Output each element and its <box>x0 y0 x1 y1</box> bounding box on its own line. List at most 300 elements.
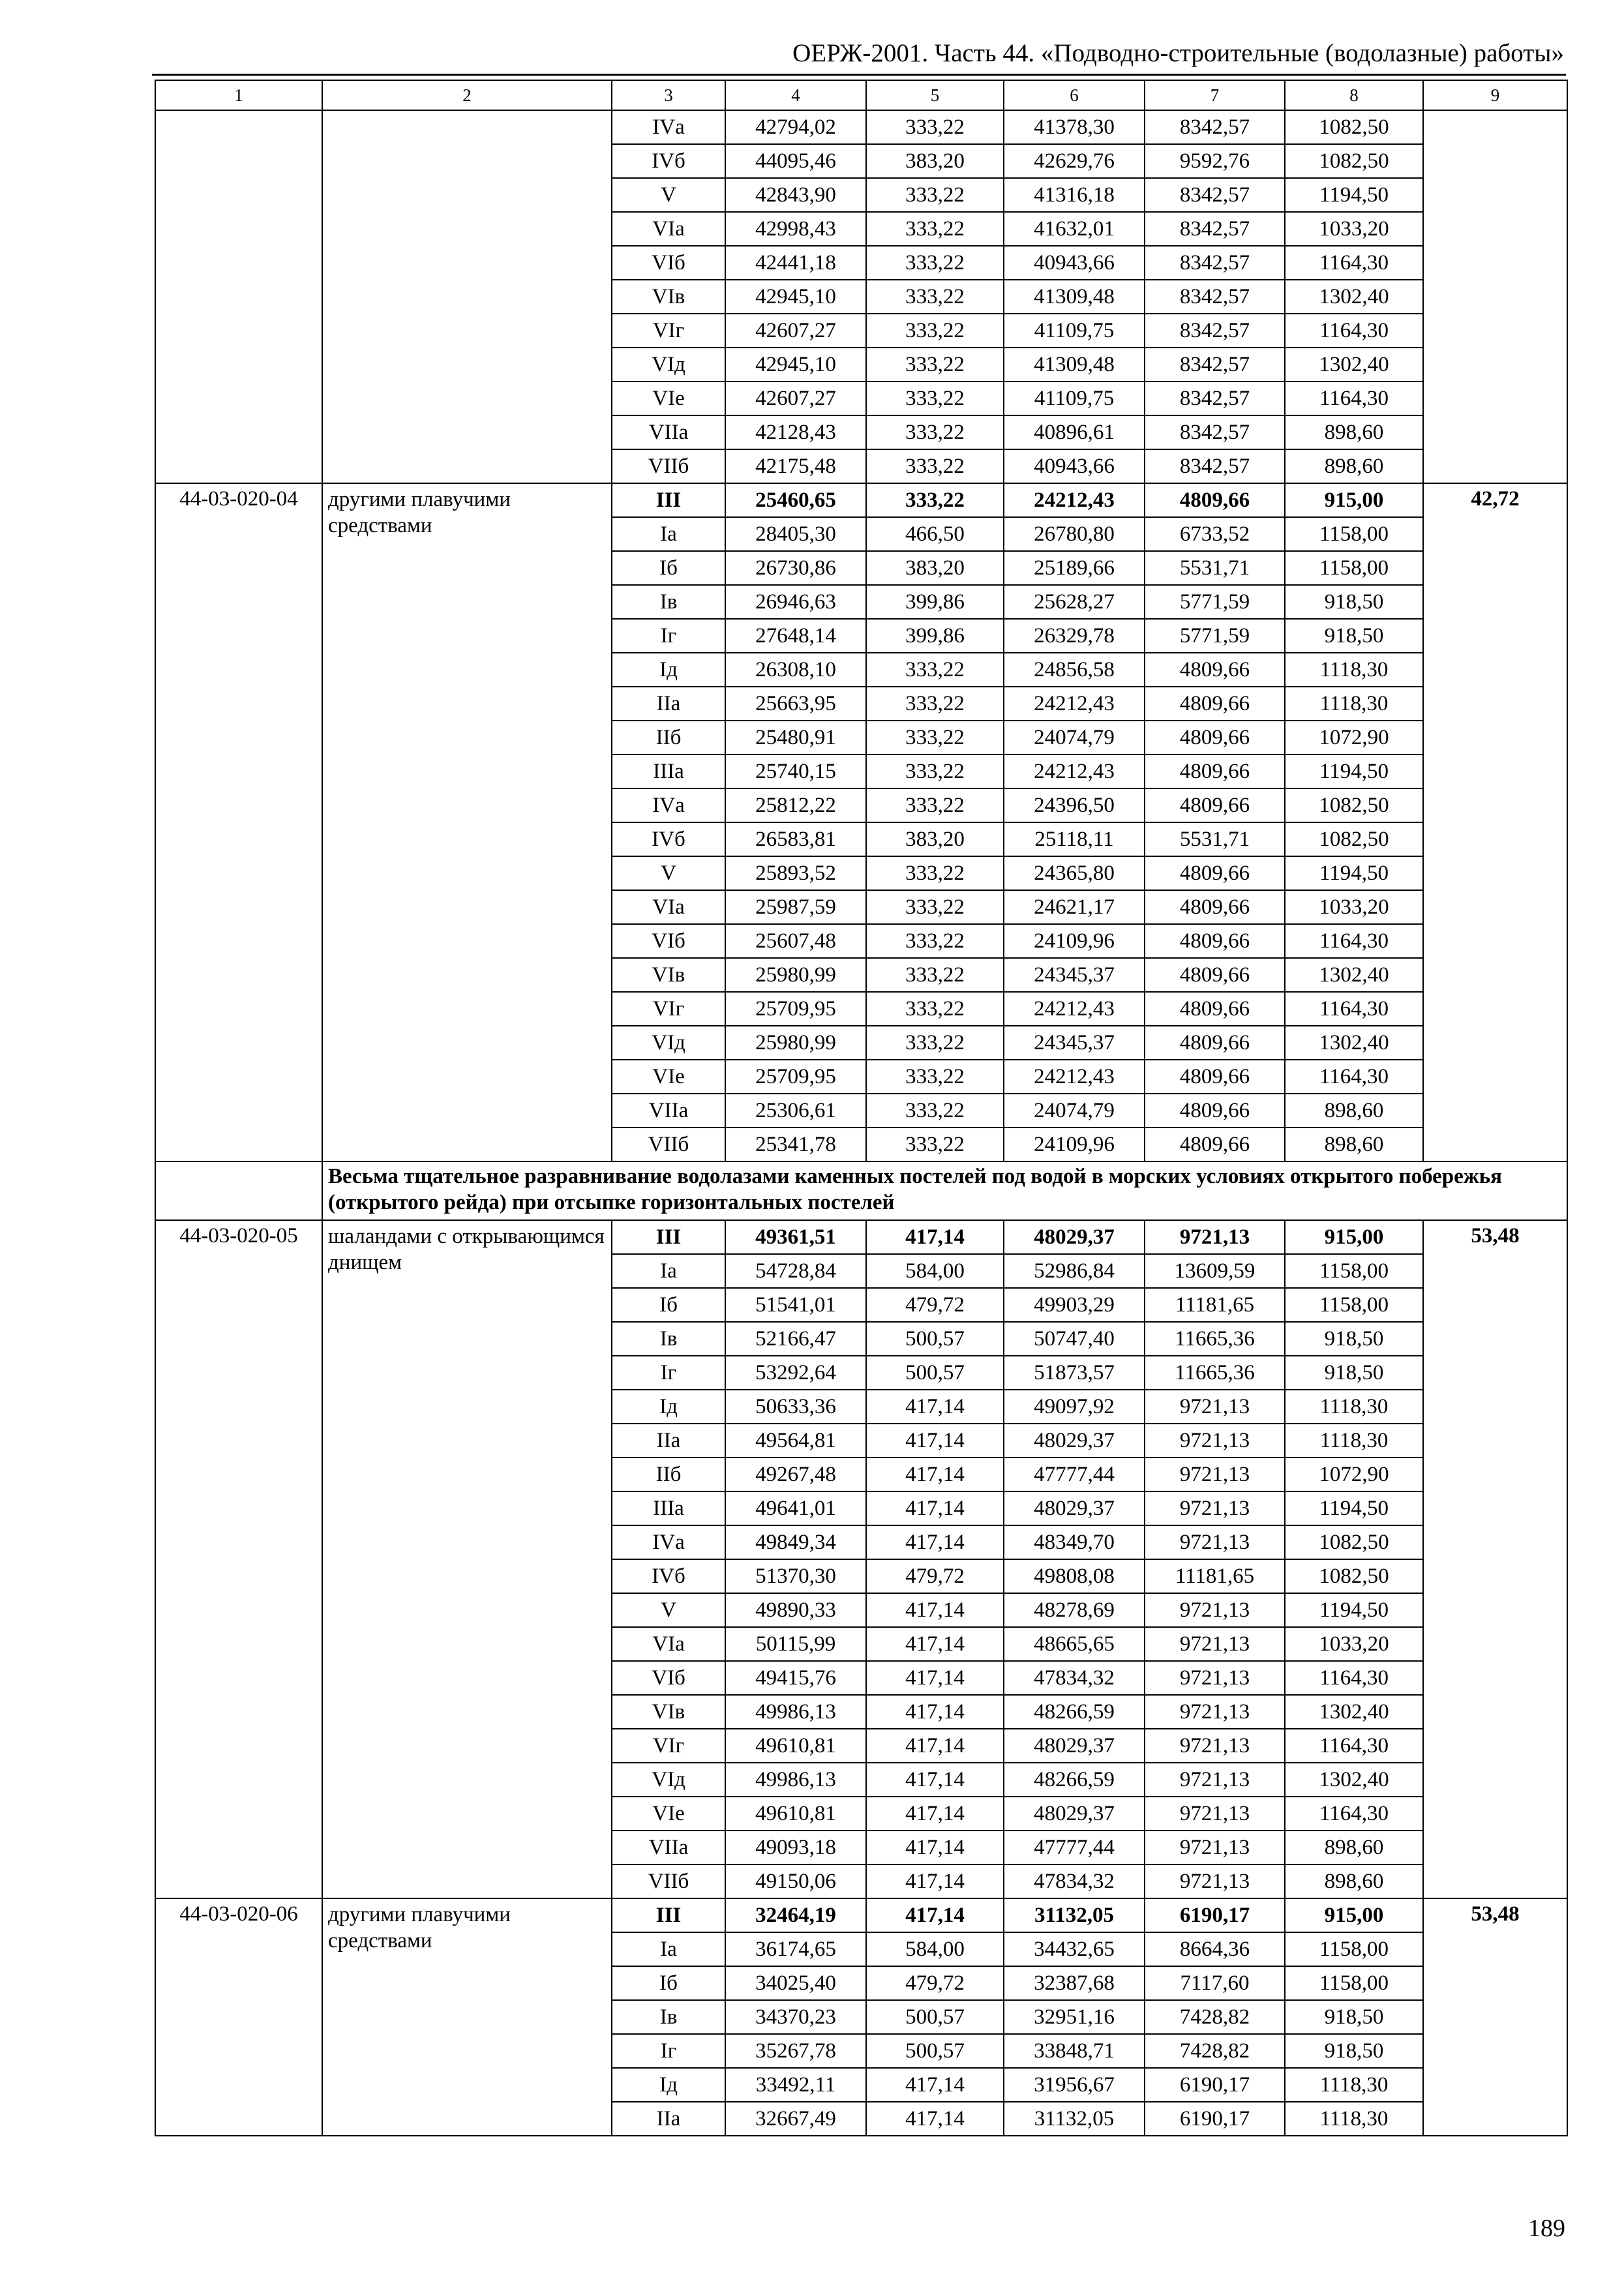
value-cell: 333,22 <box>866 958 1004 992</box>
value-cell: 9721,13 <box>1145 1831 1285 1864</box>
section-heading-row <box>155 1161 1567 1220</box>
value-cell: 383,20 <box>866 144 1004 178</box>
value-cell: 1164,30 <box>1285 1060 1423 1094</box>
value-cell: 9721,13 <box>1145 1525 1285 1559</box>
value-cell: 51370,30 <box>725 1559 866 1593</box>
value-cell: 51541,01 <box>725 1288 866 1322</box>
zone-cell: IIб <box>612 1458 725 1491</box>
zone-cell: VIб <box>612 1661 725 1695</box>
zone-cell: VIд <box>612 1026 725 1060</box>
column-number: 3 <box>612 80 725 110</box>
value-cell: 333,22 <box>866 483 1004 517</box>
value-cell: 417,14 <box>866 1220 1004 1254</box>
value-cell: 1302,40 <box>1285 958 1423 992</box>
labor-coefficient: 53,48 <box>1423 1898 1567 2136</box>
value-cell: 584,00 <box>866 1932 1004 1966</box>
work-description: шаландами с открывающимся днищем <box>322 1220 612 1898</box>
value-cell: 8342,57 <box>1145 449 1285 483</box>
value-cell: 42945,10 <box>725 280 866 314</box>
column-number: 6 <box>1004 80 1145 110</box>
value-cell: 915,00 <box>1285 1220 1423 1254</box>
value-cell: 7428,82 <box>1145 2034 1285 2068</box>
zone-cell: Iа <box>612 517 725 551</box>
value-cell: 915,00 <box>1285 1898 1423 1932</box>
value-cell: 32667,49 <box>725 2102 866 2136</box>
value-cell: 333,22 <box>866 687 1004 721</box>
value-cell: 1082,50 <box>1285 788 1423 822</box>
value-cell: 49903,29 <box>1004 1288 1145 1322</box>
zone-cell: Iд <box>612 1390 725 1424</box>
value-cell: 33492,11 <box>725 2068 866 2102</box>
value-cell: 25341,78 <box>725 1128 866 1161</box>
value-cell: 35267,78 <box>725 2034 866 2068</box>
value-cell: 40943,66 <box>1004 246 1145 280</box>
value-cell: 49093,18 <box>725 1831 866 1864</box>
value-cell: 51873,57 <box>1004 1356 1145 1390</box>
value-cell: 53292,64 <box>725 1356 866 1390</box>
zone-cell: VIг <box>612 314 725 348</box>
work-description: другими плавучими средствами <box>322 483 612 1161</box>
value-cell: 24856,58 <box>1004 653 1145 687</box>
value-cell: 333,22 <box>866 280 1004 314</box>
value-cell: 918,50 <box>1285 1356 1423 1390</box>
value-cell: 49808,08 <box>1004 1559 1145 1593</box>
value-cell: 1164,30 <box>1285 992 1423 1026</box>
value-cell: 41378,30 <box>1004 110 1145 144</box>
zone-cell: Iа <box>612 1254 725 1288</box>
value-cell: 25480,91 <box>725 721 866 755</box>
value-cell: 25709,95 <box>725 992 866 1026</box>
zone-cell: V <box>612 856 725 890</box>
zone-cell: VIе <box>612 1797 725 1831</box>
work-description: другими плавучими средствами <box>322 1898 612 2136</box>
value-cell: 1194,50 <box>1285 1491 1423 1525</box>
labor-coefficient: 53,48 <box>1423 1220 1567 1898</box>
value-cell: 49267,48 <box>725 1458 866 1491</box>
zone-cell: IIа <box>612 2102 725 2136</box>
value-cell: 49890,33 <box>725 1593 866 1627</box>
zone-cell: IVа <box>612 788 725 822</box>
value-cell: 49641,01 <box>725 1491 866 1525</box>
value-cell: 41309,48 <box>1004 348 1145 382</box>
zone-cell: Iв <box>612 2000 725 2034</box>
value-cell: 42441,18 <box>725 246 866 280</box>
value-cell: 333,22 <box>866 721 1004 755</box>
value-cell: 49097,92 <box>1004 1390 1145 1424</box>
zone-cell: V <box>612 1593 725 1627</box>
value-cell: 333,22 <box>866 890 1004 924</box>
value-cell: 584,00 <box>866 1254 1004 1288</box>
value-cell: 1082,50 <box>1285 144 1423 178</box>
value-cell: 898,60 <box>1285 1128 1423 1161</box>
value-cell: 41109,75 <box>1004 314 1145 348</box>
value-cell: 1118,30 <box>1285 687 1423 721</box>
zone-cell: VIв <box>612 280 725 314</box>
value-cell: 1158,00 <box>1285 1966 1423 2000</box>
value-cell: 333,22 <box>866 382 1004 415</box>
zone-cell: VIб <box>612 924 725 958</box>
value-cell: 24212,43 <box>1004 992 1145 1026</box>
value-cell: 31132,05 <box>1004 1898 1145 1932</box>
value-cell: 918,50 <box>1285 2034 1423 2068</box>
column-number: 1 <box>155 80 322 110</box>
value-cell: 1158,00 <box>1285 517 1423 551</box>
value-cell: 9721,13 <box>1145 1593 1285 1627</box>
value-cell: 49986,13 <box>725 1763 866 1797</box>
zone-cell: VIIа <box>612 415 725 449</box>
value-cell: 898,60 <box>1285 1864 1423 1898</box>
value-cell: 41109,75 <box>1004 382 1145 415</box>
value-cell: 36174,65 <box>725 1932 866 1966</box>
value-cell: 417,14 <box>866 1390 1004 1424</box>
section-spacer <box>155 1161 322 1220</box>
value-cell: 6190,17 <box>1145 2102 1285 2136</box>
value-cell: 11665,36 <box>1145 1356 1285 1390</box>
value-cell: 417,14 <box>866 1831 1004 1864</box>
value-cell: 25663,95 <box>725 687 866 721</box>
zone-cell: V <box>612 178 725 212</box>
value-cell: 32387,68 <box>1004 1966 1145 2000</box>
value-cell: 25812,22 <box>725 788 866 822</box>
value-cell: 417,14 <box>866 1458 1004 1491</box>
table-row <box>155 110 1567 144</box>
value-cell: 48029,37 <box>1004 1491 1145 1525</box>
zone-cell: Iв <box>612 1322 725 1356</box>
value-cell: 42998,43 <box>725 212 866 246</box>
value-cell: 48029,37 <box>1004 1220 1145 1254</box>
zone-cell: VIд <box>612 348 725 382</box>
value-cell: 333,22 <box>866 755 1004 788</box>
zone-cell: VIг <box>612 1729 725 1763</box>
zone-cell: IIIа <box>612 1491 725 1525</box>
value-cell: 4809,66 <box>1145 687 1285 721</box>
value-cell: 25118,11 <box>1004 822 1145 856</box>
value-cell: 8342,57 <box>1145 348 1285 382</box>
value-cell: 1082,50 <box>1285 110 1423 144</box>
value-cell: 1082,50 <box>1285 1559 1423 1593</box>
value-cell: 333,22 <box>866 1128 1004 1161</box>
value-cell: 8342,57 <box>1145 246 1285 280</box>
value-cell: 42175,48 <box>725 449 866 483</box>
value-cell: 333,22 <box>866 415 1004 449</box>
value-cell: 26780,80 <box>1004 517 1145 551</box>
value-cell: 8342,57 <box>1145 110 1285 144</box>
value-cell: 32951,16 <box>1004 2000 1145 2034</box>
value-cell: 24074,79 <box>1004 1094 1145 1128</box>
value-cell: 417,14 <box>866 1864 1004 1898</box>
value-cell: 1164,30 <box>1285 246 1423 280</box>
value-cell: 333,22 <box>866 653 1004 687</box>
value-cell: 417,14 <box>866 1695 1004 1729</box>
value-cell: 24365,80 <box>1004 856 1145 890</box>
value-cell: 26946,63 <box>725 585 866 619</box>
zone-cell: III <box>612 483 725 517</box>
value-cell: 417,14 <box>866 1763 1004 1797</box>
value-cell: 8342,57 <box>1145 280 1285 314</box>
zone-cell: VIа <box>612 212 725 246</box>
value-cell: 333,22 <box>866 992 1004 1026</box>
value-cell: 333,22 <box>866 1060 1004 1094</box>
value-cell: 42607,27 <box>725 314 866 348</box>
value-cell: 24396,50 <box>1004 788 1145 822</box>
rate-code: 44-03-020-06 <box>155 1898 322 2136</box>
value-cell: 1164,30 <box>1285 314 1423 348</box>
value-cell: 417,14 <box>866 2102 1004 2136</box>
value-cell: 4809,66 <box>1145 1094 1285 1128</box>
value-cell: 5531,71 <box>1145 551 1285 585</box>
value-cell: 34370,23 <box>725 2000 866 2034</box>
value-cell: 1118,30 <box>1285 2068 1423 2102</box>
value-cell: 1164,30 <box>1285 924 1423 958</box>
value-cell: 1194,50 <box>1285 1593 1423 1627</box>
zone-cell: IVб <box>612 144 725 178</box>
column-number: 9 <box>1423 80 1567 110</box>
column-number: 5 <box>866 80 1004 110</box>
value-cell: 4809,66 <box>1145 992 1285 1026</box>
value-cell: 42607,27 <box>725 382 866 415</box>
value-cell: 1164,30 <box>1285 382 1423 415</box>
value-cell: 9721,13 <box>1145 1424 1285 1458</box>
value-cell: 1118,30 <box>1285 653 1423 687</box>
zone-cell: VIе <box>612 1060 725 1094</box>
value-cell: 26730,86 <box>725 551 866 585</box>
value-cell: 42794,02 <box>725 110 866 144</box>
value-cell: 5771,59 <box>1145 585 1285 619</box>
value-cell: 25607,48 <box>725 924 866 958</box>
value-cell: 383,20 <box>866 822 1004 856</box>
value-cell: 1302,40 <box>1285 1026 1423 1060</box>
value-cell: 4809,66 <box>1145 1060 1285 1094</box>
value-cell: 333,22 <box>866 924 1004 958</box>
value-cell: 49415,76 <box>725 1661 866 1695</box>
value-cell: 9721,13 <box>1145 1729 1285 1763</box>
value-cell: 9721,13 <box>1145 1220 1285 1254</box>
value-cell: 8342,57 <box>1145 178 1285 212</box>
value-cell: 25709,95 <box>725 1060 866 1094</box>
rate-code <box>155 110 322 483</box>
value-cell: 25980,99 <box>725 1026 866 1060</box>
value-cell: 417,14 <box>866 2068 1004 2102</box>
zone-cell: VIIб <box>612 1128 725 1161</box>
labor-coefficient <box>1423 110 1567 483</box>
value-cell: 1164,30 <box>1285 1797 1423 1831</box>
value-cell: 1118,30 <box>1285 1424 1423 1458</box>
value-cell: 9721,13 <box>1145 1763 1285 1797</box>
value-cell: 417,14 <box>866 1898 1004 1932</box>
value-cell: 4809,66 <box>1145 1026 1285 1060</box>
value-cell: 47834,32 <box>1004 1661 1145 1695</box>
zone-cell: IIIа <box>612 755 725 788</box>
value-cell: 48349,70 <box>1004 1525 1145 1559</box>
value-cell: 466,50 <box>866 517 1004 551</box>
value-cell: 9721,13 <box>1145 1491 1285 1525</box>
table-row <box>155 1220 1567 1254</box>
value-cell: 49564,81 <box>725 1424 866 1458</box>
value-cell: 1194,50 <box>1285 755 1423 788</box>
zone-cell: Iб <box>612 551 725 585</box>
value-cell: 24621,17 <box>1004 890 1145 924</box>
value-cell: 47834,32 <box>1004 1864 1145 1898</box>
value-cell: 9721,13 <box>1145 1661 1285 1695</box>
value-cell: 333,22 <box>866 246 1004 280</box>
value-cell: 34025,40 <box>725 1966 866 2000</box>
value-cell: 8342,57 <box>1145 212 1285 246</box>
zone-cell: VIд <box>612 1763 725 1797</box>
value-cell: 399,86 <box>866 585 1004 619</box>
table-row <box>155 483 1567 517</box>
value-cell: 7117,60 <box>1145 1966 1285 2000</box>
value-cell: 333,22 <box>866 314 1004 348</box>
value-cell: 25460,65 <box>725 483 866 517</box>
zone-cell: IVа <box>612 110 725 144</box>
value-cell: 417,14 <box>866 1661 1004 1695</box>
value-cell: 4809,66 <box>1145 924 1285 958</box>
zone-cell: VIг <box>612 992 725 1026</box>
value-cell: 333,22 <box>866 178 1004 212</box>
value-cell: 9721,13 <box>1145 1458 1285 1491</box>
value-cell: 48266,59 <box>1004 1763 1145 1797</box>
value-cell: 54728,84 <box>725 1254 866 1288</box>
value-cell: 24074,79 <box>1004 721 1145 755</box>
value-cell: 47777,44 <box>1004 1458 1145 1491</box>
value-cell: 4809,66 <box>1145 483 1285 517</box>
value-cell: 5531,71 <box>1145 822 1285 856</box>
value-cell: 417,14 <box>866 1729 1004 1763</box>
value-cell: 40943,66 <box>1004 449 1145 483</box>
table-row <box>155 1898 1567 1932</box>
value-cell: 40896,61 <box>1004 415 1145 449</box>
value-cell: 24212,43 <box>1004 1060 1145 1094</box>
value-cell: 1033,20 <box>1285 212 1423 246</box>
value-cell: 13609,59 <box>1145 1254 1285 1288</box>
value-cell: 898,60 <box>1285 449 1423 483</box>
value-cell: 918,50 <box>1285 2000 1423 2034</box>
value-cell: 399,86 <box>866 619 1004 653</box>
value-cell: 4809,66 <box>1145 721 1285 755</box>
value-cell: 1194,50 <box>1285 856 1423 890</box>
value-cell: 48029,37 <box>1004 1729 1145 1763</box>
value-cell: 24212,43 <box>1004 483 1145 517</box>
value-cell: 11181,65 <box>1145 1288 1285 1322</box>
value-cell: 24109,96 <box>1004 1128 1145 1161</box>
value-cell: 1164,30 <box>1285 1661 1423 1695</box>
value-cell: 4809,66 <box>1145 958 1285 992</box>
value-cell: 50115,99 <box>725 1627 866 1661</box>
zone-cell: Iг <box>612 1356 725 1390</box>
value-cell: 417,14 <box>866 1627 1004 1661</box>
value-cell: 417,14 <box>866 1424 1004 1458</box>
value-cell: 48029,37 <box>1004 1424 1145 1458</box>
value-cell: 1158,00 <box>1285 1932 1423 1966</box>
value-cell: 1194,50 <box>1285 178 1423 212</box>
value-cell: 33848,71 <box>1004 2034 1145 2068</box>
value-cell: 24212,43 <box>1004 755 1145 788</box>
zone-cell: IVб <box>612 1559 725 1593</box>
value-cell: 898,60 <box>1285 1094 1423 1128</box>
section-heading: Весьма тщательное разравнивание водолазами каменных постелей под водой в морских условиях открытого побережья (открытого рейда) при отсыпке горизонтальных постелей <box>322 1161 1567 1220</box>
value-cell: 1033,20 <box>1285 1627 1423 1661</box>
rate-code: 44-03-020-05 <box>155 1220 322 1898</box>
value-cell: 4809,66 <box>1145 856 1285 890</box>
zone-cell: III <box>612 1220 725 1254</box>
value-cell: 42843,90 <box>725 178 866 212</box>
value-cell: 9592,76 <box>1145 144 1285 178</box>
value-cell: 1302,40 <box>1285 1695 1423 1729</box>
value-cell: 34432,65 <box>1004 1932 1145 1966</box>
zone-cell: VIIб <box>612 449 725 483</box>
value-cell: 11181,65 <box>1145 1559 1285 1593</box>
value-cell: 26583,81 <box>725 822 866 856</box>
value-cell: 24345,37 <box>1004 1026 1145 1060</box>
value-cell: 11665,36 <box>1145 1322 1285 1356</box>
value-cell: 500,57 <box>866 2000 1004 2034</box>
value-cell: 41632,01 <box>1004 212 1145 246</box>
value-cell: 8342,57 <box>1145 382 1285 415</box>
value-cell: 1302,40 <box>1285 280 1423 314</box>
value-cell: 1082,50 <box>1285 822 1423 856</box>
zone-cell: VIе <box>612 382 725 415</box>
value-cell: 333,22 <box>866 788 1004 822</box>
zone-cell: IVа <box>612 1525 725 1559</box>
value-cell: 25306,61 <box>725 1094 866 1128</box>
value-cell: 1158,00 <box>1285 551 1423 585</box>
value-cell: 6190,17 <box>1145 1898 1285 1932</box>
value-cell: 9721,13 <box>1145 1627 1285 1661</box>
value-cell: 31132,05 <box>1004 2102 1145 2136</box>
value-cell: 49150,06 <box>725 1864 866 1898</box>
value-cell: 32464,19 <box>725 1898 866 1932</box>
value-cell: 26308,10 <box>725 653 866 687</box>
value-cell: 25189,66 <box>1004 551 1145 585</box>
value-cell: 49610,81 <box>725 1797 866 1831</box>
zone-cell: VIб <box>612 246 725 280</box>
value-cell: 915,00 <box>1285 483 1423 517</box>
zone-cell: Iг <box>612 619 725 653</box>
zone-cell: IIа <box>612 1424 725 1458</box>
zone-cell: Iа <box>612 1932 725 1966</box>
zone-cell: IVб <box>612 822 725 856</box>
value-cell: 500,57 <box>866 1356 1004 1390</box>
value-cell: 41309,48 <box>1004 280 1145 314</box>
value-cell: 479,72 <box>866 1966 1004 2000</box>
value-cell: 6190,17 <box>1145 2068 1285 2102</box>
zone-cell: Iд <box>612 653 725 687</box>
value-cell: 48266,59 <box>1004 1695 1145 1729</box>
value-cell: 8342,57 <box>1145 415 1285 449</box>
value-cell: 42629,76 <box>1004 144 1145 178</box>
value-cell: 7428,82 <box>1145 2000 1285 2034</box>
value-cell: 48278,69 <box>1004 1593 1145 1627</box>
value-cell: 42128,43 <box>725 415 866 449</box>
value-cell: 1302,40 <box>1285 348 1423 382</box>
value-cell: 4809,66 <box>1145 653 1285 687</box>
value-cell: 500,57 <box>866 2034 1004 2068</box>
value-cell: 417,14 <box>866 1525 1004 1559</box>
value-cell: 48665,65 <box>1004 1627 1145 1661</box>
value-cell: 50747,40 <box>1004 1322 1145 1356</box>
value-cell: 5771,59 <box>1145 619 1285 653</box>
value-cell: 25628,27 <box>1004 585 1145 619</box>
zone-cell: VIIа <box>612 1831 725 1864</box>
value-cell: 9721,13 <box>1145 1695 1285 1729</box>
value-cell: 24109,96 <box>1004 924 1145 958</box>
value-cell: 333,22 <box>866 212 1004 246</box>
value-cell: 1072,90 <box>1285 721 1423 755</box>
value-cell: 1164,30 <box>1285 1729 1423 1763</box>
value-cell: 1158,00 <box>1285 1254 1423 1288</box>
value-cell: 49849,34 <box>725 1525 866 1559</box>
value-cell: 9721,13 <box>1145 1797 1285 1831</box>
